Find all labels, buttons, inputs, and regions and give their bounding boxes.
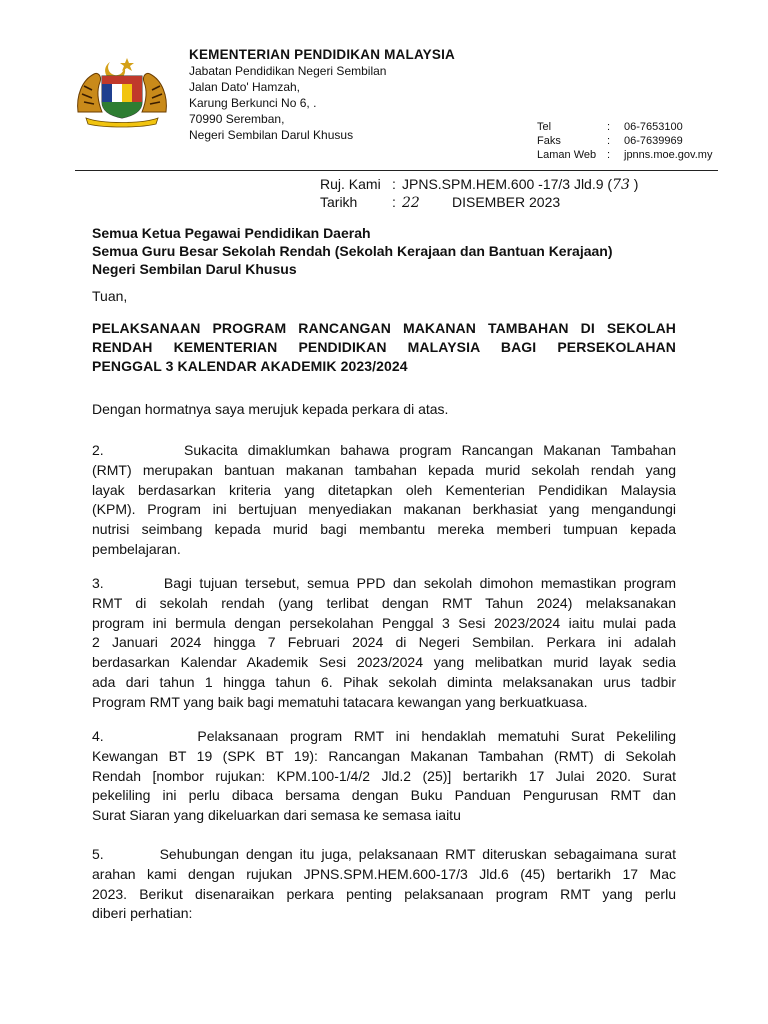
paragraph-5 (92, 845, 676, 924)
paragraph-line: RMT di sekolah rendah (yang terlibat dengan RMT Tahun 2024) melaksanakan (92, 594, 676, 611)
paragraph-line: 5. Sehubungan dengan itu juga, pelaksanaan RMT diteruskan sebagaimana surat (92, 846, 676, 862)
contact-label: Laman Web (537, 149, 597, 161)
contact-value: 06-7653100 (624, 121, 683, 133)
paragraph-line: pembelajaran. (92, 540, 181, 557)
contact-label: Faks (537, 135, 561, 147)
date-row (320, 194, 638, 212)
reference-block (320, 176, 638, 212)
address-line: Negeri Sembilan Darul Khusus (189, 128, 354, 142)
paragraph-line: pekeliling ini perlu dibaca bersama dengan Buku Panduan Pengurusan RMT dan (92, 787, 676, 804)
handwritten-day: 22 (402, 195, 420, 211)
address-line: Karung Berkunci No 6, . (189, 96, 317, 110)
salutation: Tuan, (92, 288, 128, 304)
reference-value: JPNS.SPM.HEM.600 -17/3 Jld.9 (73 ) (402, 176, 639, 193)
contact-separator: : (607, 135, 611, 147)
paragraph-line: 4. Pelaksanaan program RMT ini hendaklah mematuhi Surat Pekeliling (92, 728, 676, 744)
subject-line: PENGGAL 3 KALENDAR AKADEMIK 2023/2024 (92, 358, 408, 374)
reference-row (320, 176, 638, 194)
paragraph-line: Surat Siaran yang dikeluarkan dari semasa ke semasa iaitu (92, 807, 461, 824)
contact-row-tel (537, 120, 712, 134)
letter-subject (92, 319, 676, 376)
paragraph-3 (92, 574, 676, 713)
contact-separator: : (607, 121, 611, 133)
date-colon: : (392, 194, 396, 210)
paragraph-line: 2 Januari 2024 hingga 7 Februari 2024 di Negeri Sembilan. Perkara ini adalah (92, 634, 676, 651)
address-line: 70990 Seremban, (189, 112, 285, 126)
paragraph-line: layak berdasarkan kriteria yang ditetapkan oleh Kementerian Pendidikan Malaysia (92, 481, 676, 498)
paragraph-line: Kewangan BT 19 (SPK BT 19): Rancangan Makanan Tambahan (RMT) di Sekolah (92, 747, 676, 764)
contact-value: 06-7639969 (624, 135, 683, 147)
paragraph-line: nutrisi seimbang kepada murid bagi membantu mereka memberi tumpuan kepada (92, 521, 676, 538)
coat-of-arms-icon (72, 52, 172, 128)
paragraph-line: diberi perhatian: (92, 905, 193, 922)
paragraph-line: ada dari tahun 1 hingga tahun 6. Pihak sekolah diminta melaksanakan urus tadbir (92, 673, 676, 690)
paragraph-line: arahan kami dengan rujukan JPNS.SPM.HEM.600-17/3 Jld.6 (45) bertarikh 17 Mac (92, 865, 676, 882)
paragraph-2 (92, 441, 676, 560)
recipient-line: Negeri Sembilan Darul Khusus (92, 261, 297, 277)
contact-block (537, 120, 712, 162)
paragraph-line: Dengan hormatnya saya merujuk kepada perkara di atas. (92, 401, 449, 417)
date-label: Tarikh (320, 194, 358, 210)
contact-row-faks (537, 134, 712, 148)
letterhead-divider (75, 170, 718, 171)
recipient-line: Semua Ketua Pegawai Pendidikan Daerah (92, 225, 371, 241)
address-line: Jabatan Pendidikan Negeri Sembilan (189, 64, 387, 78)
paragraph-line: Program RMT yang baik bagi mematuhi tatacara kewangan yang berkuatkuasa. (92, 693, 588, 710)
paragraph-line: 2023. Berikut disenaraikan perkara penting pelaksanaan program RMT yang perlu (92, 885, 676, 902)
paragraph-line: program ini bermula dengan persekolahan Penggal 3 Sesi 2023/2024 iaitu mulai pada (92, 614, 676, 631)
subject-line: RENDAH KEMENTERIAN PENDIDIKAN MALAYSIA BAGI PERSEKOLAHAN (92, 339, 676, 355)
reference-colon: : (392, 176, 396, 192)
paragraph-line: (KPM). Program ini bertujuan menyediakan makanan berkhasiat yang mengandungi (92, 501, 676, 518)
date-value: 22 DISEMBER 2023 (402, 194, 561, 211)
handwritten-number: 73 (612, 177, 630, 193)
contact-row-web (537, 148, 712, 162)
opening-paragraph (92, 400, 676, 420)
reference-label: Ruj. Kami (320, 176, 381, 192)
paragraph-line: 3. Bagi tujuan tersebut, semua PPD dan sekolah dimohon memastikan program (92, 575, 676, 591)
recipient-line: Semua Guru Besar Sekolah Rendah (Sekolah Kerajaan dan Bantuan Kerajaan) (92, 243, 613, 259)
contact-label: Tel (537, 121, 552, 133)
subject-line: PELAKSANAAN PROGRAM RANCANGAN MAKANAN TAMBAHAN DI SEKOLAH (92, 320, 676, 336)
contact-separator: : (607, 149, 611, 161)
paragraph-line: (RMT) merupakan bantuan makanan tambahan kepada murid sekolah rendah yang (92, 461, 676, 478)
ministry-name: KEMENTERIAN PENDIDIKAN MALAYSIA (189, 47, 455, 62)
contact-value: jpnns.moe.gov.my (624, 149, 713, 161)
recipients-block (92, 224, 613, 278)
paragraph-line: 2. Sukacita dimaklumkan bahawa program Rancangan Makanan Tambahan (92, 442, 676, 458)
paragraph-4 (92, 727, 676, 826)
paragraph-line: berdasarkan Kalendar Akademik Sesi 2023/2024 yang melibatkan murid layak sedia (92, 654, 676, 671)
letterhead-address (189, 47, 455, 143)
paragraph-line: Rendah [nombor rujukan: KPM.100-1/4/2 Jld.2 (25)] bertarikh 17 Julai 2020. Surat (92, 767, 676, 784)
address-line: Jalan Dato' Hamzah, (189, 80, 301, 94)
